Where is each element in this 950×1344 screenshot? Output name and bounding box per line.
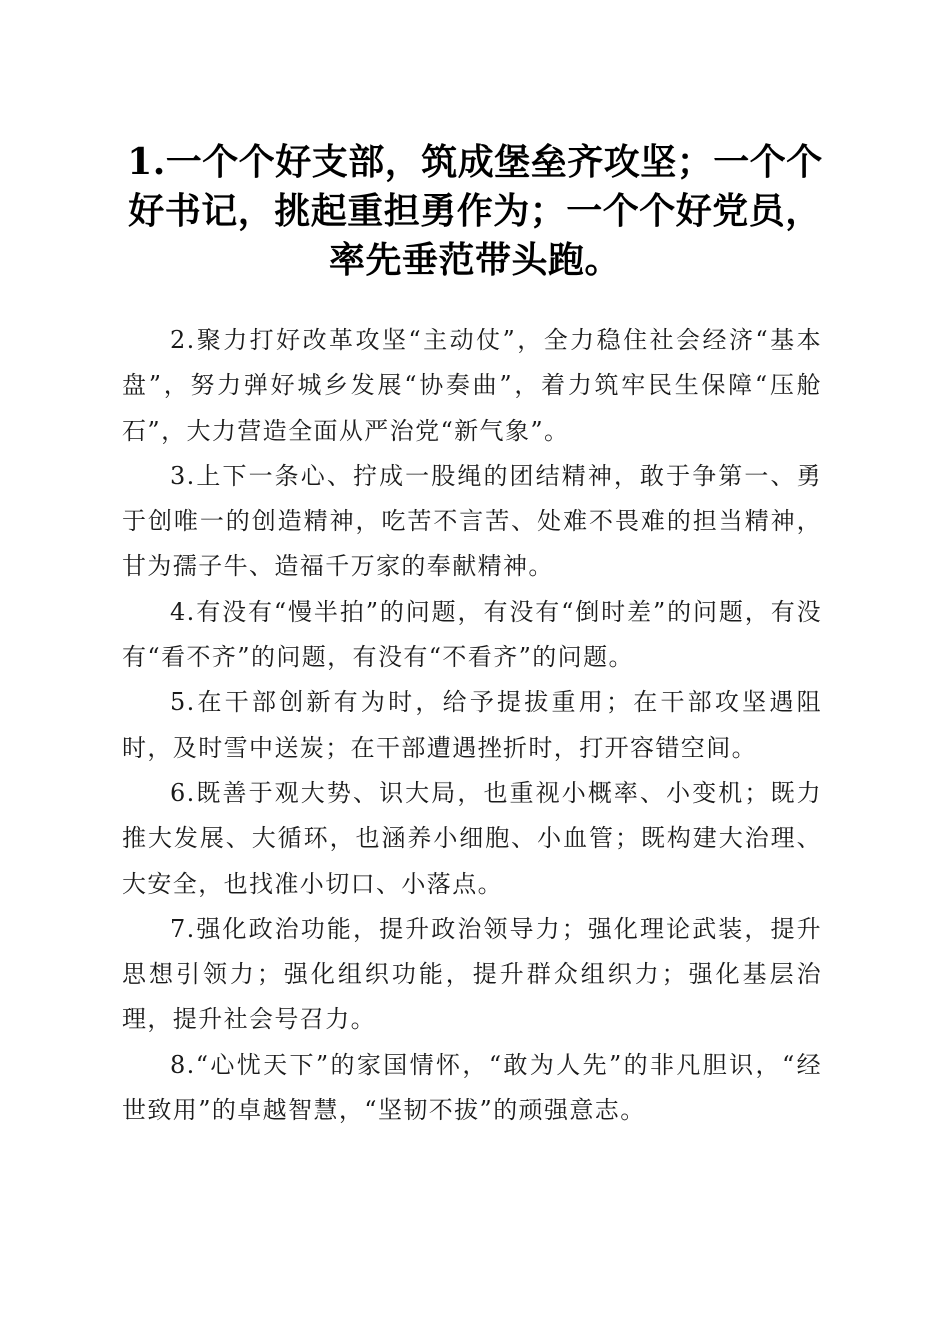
paragraph-6: 6.既善于观大势、识大局，也重视小概率、小变机；既力推大发展、大循环，也涵养小细胞、小血管；既构建大治理、大安全，也找准小切口、小落点。 (122, 778, 822, 898)
paragraph-3: 3.上下一条心、拧成一股绳的团结精神，敢于争第一、勇于创唯一的创造精神，吃苦不言苦、处难不畏难的担当精神，甘为孺子牛、造福千万家的奉献精神。 (122, 461, 822, 581)
paragraph-2: 2.聚力打好改革攻坚“主动仗”，全力稳住社会经济“基本盘”，努力弹好城乡发展“协奏曲”，着力筑牢民生保障“压舱石”，大力营造全面从严治党“新气象”。 (122, 326, 822, 445)
paragraph-4: 4.有没有“慢半拍”的问题，有没有“倒时差”的问题，有没有“看不齐”的问题，有没有“不看齐”的问题。 (122, 597, 822, 672)
document-title: 1.一个个好支部，筑成堡垒齐攻坚；一个个好书记，挑起重担勇作为；一个个好党员，率先垂范带头跑。 (127, 141, 823, 281)
paragraph-7: 7.强化政治功能，提升政治领导力；强化理论武装，提升思想引领力；强化组织功能，提升群众组织力；强化基层治理，提升社会号召力。 (122, 914, 822, 1034)
paragraph-5: 5.在干部创新有为时，给予提拔重用；在干部攻坚遇阻时，及时雪中送炭；在干部遭遇挫折时，打开容错空间。 (122, 688, 822, 762)
paragraph-8: 8.“心忧天下”的家国情怀，“敢为人先”的非凡胆识，“经世致用”的卓越智慧，“坚韧不拔”的顽强意志。 (122, 1050, 822, 1125)
document-body (122, 318, 822, 1133)
